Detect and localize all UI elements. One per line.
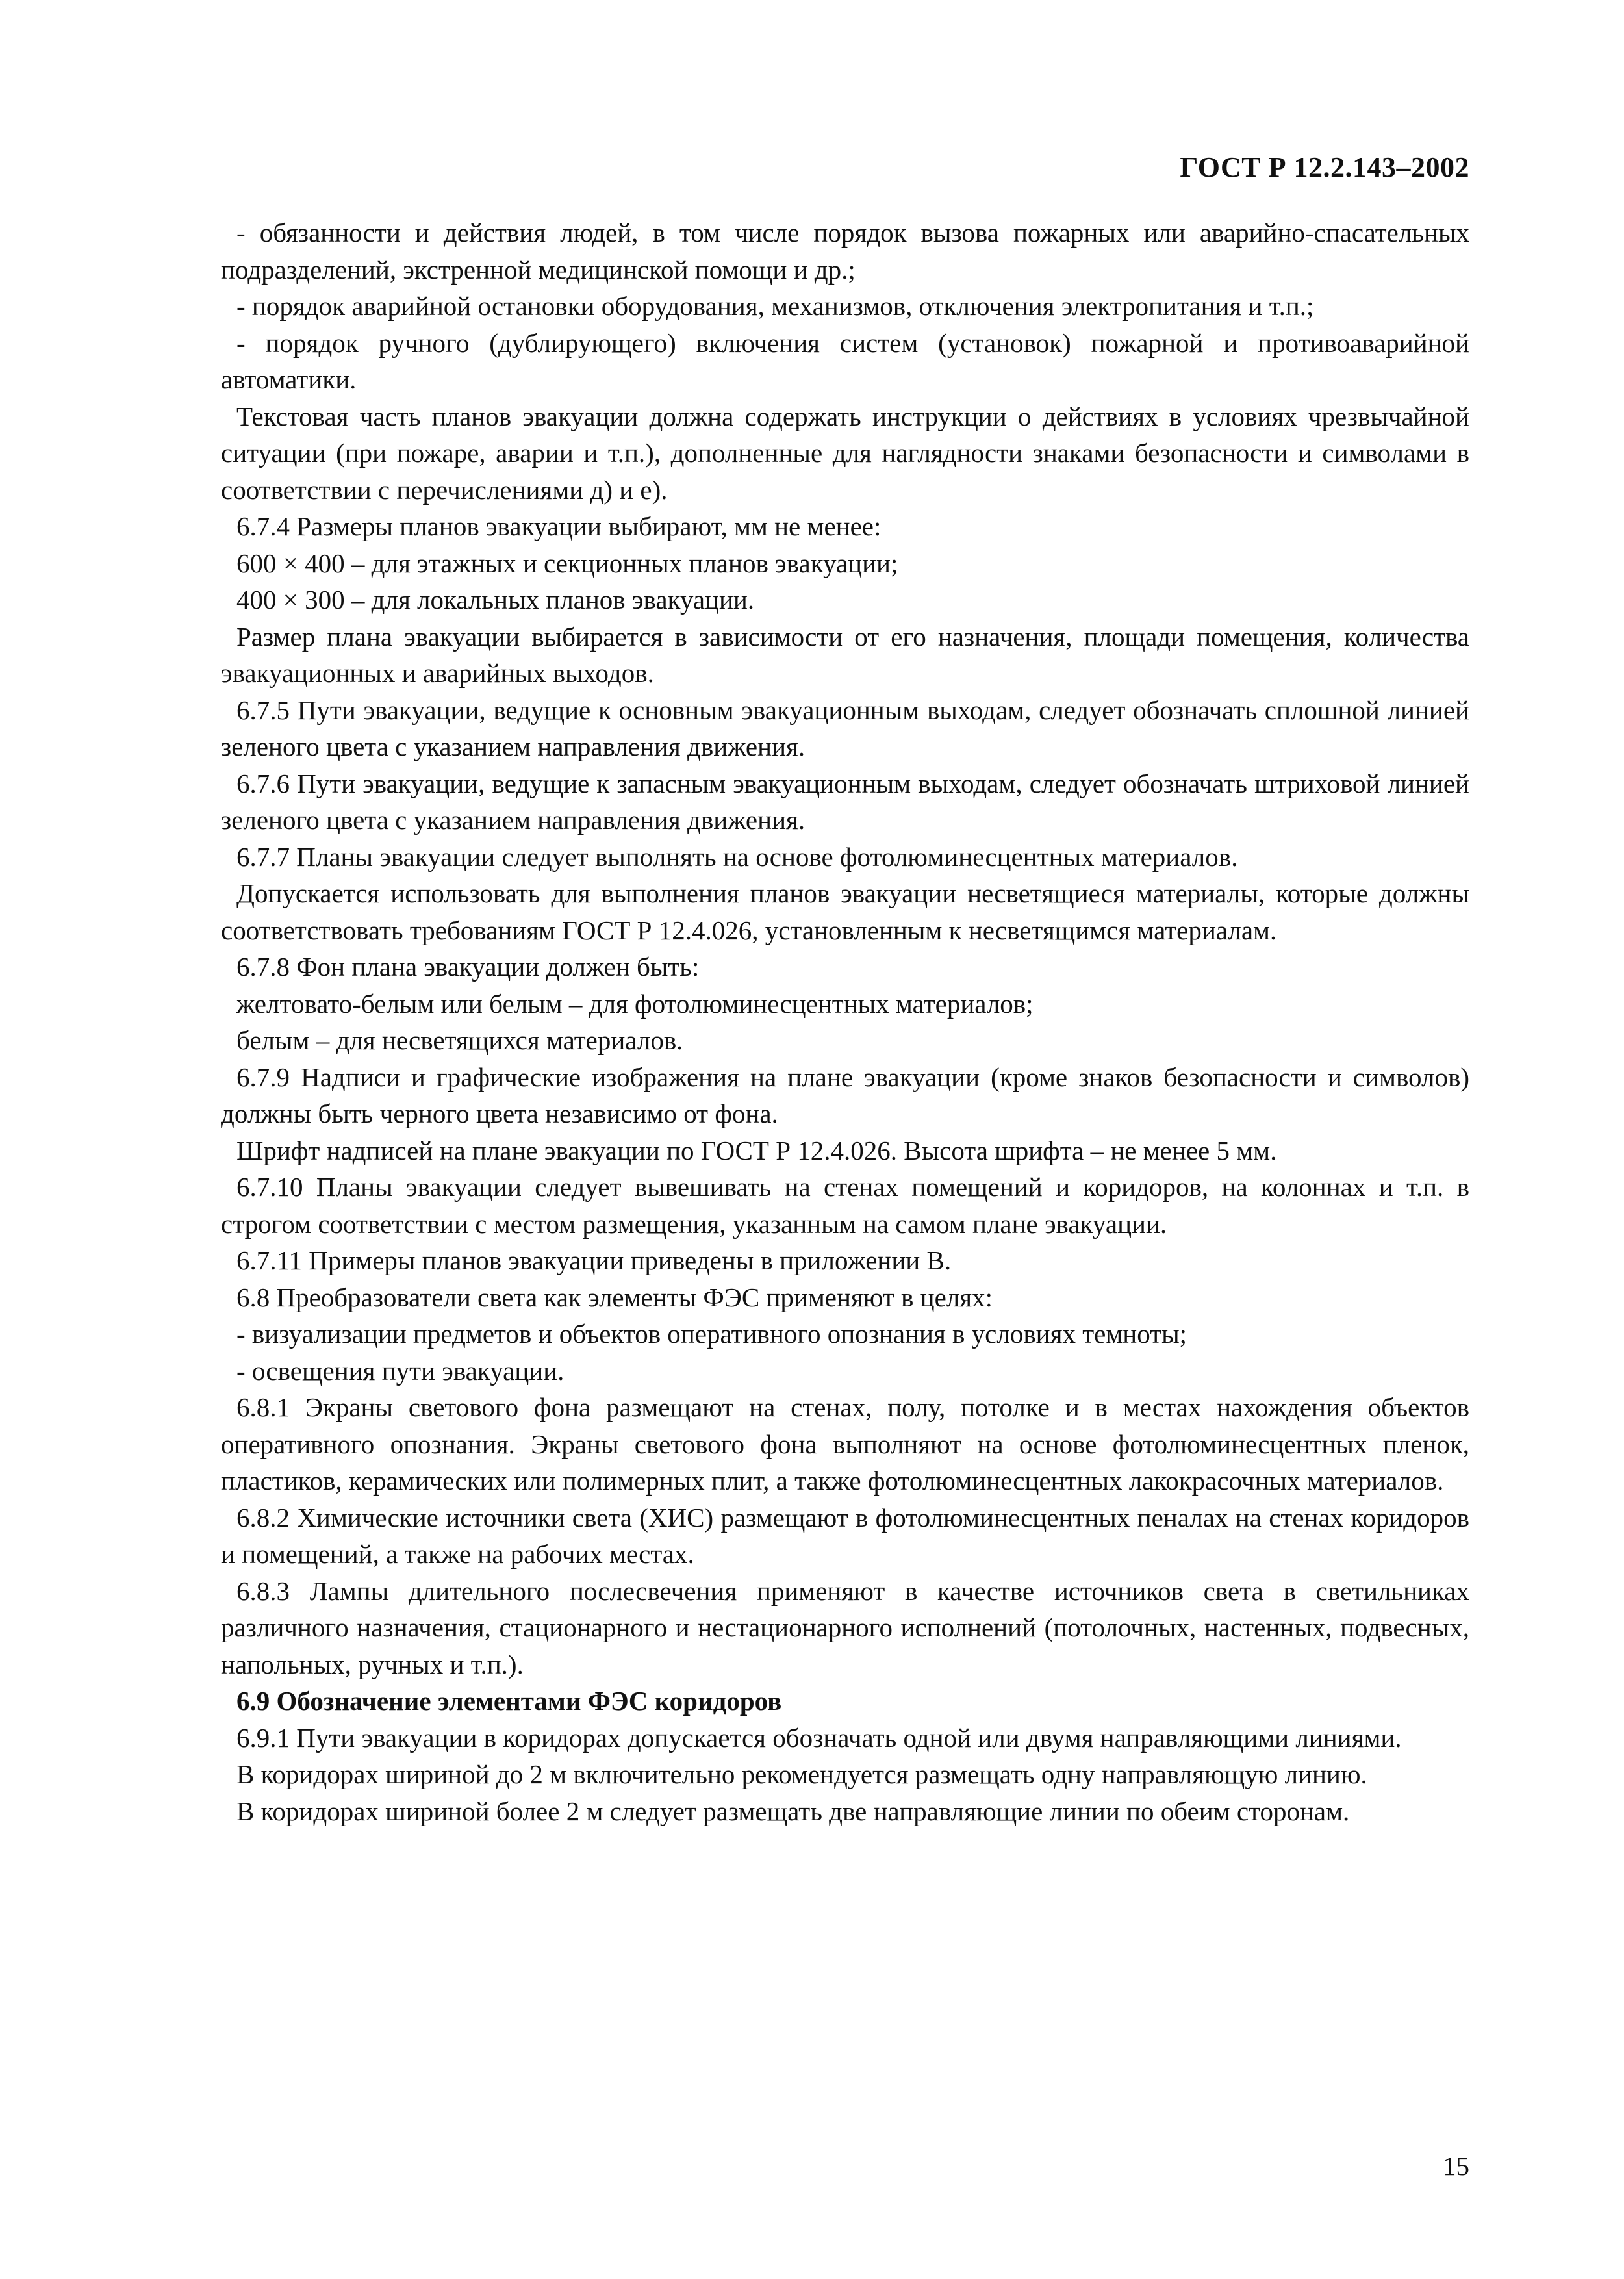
size-local-plans: 400 × 300 – для локальных планов эвакуации. [236,585,755,615]
list-item-lighting: - освещения пути эвакуации. [236,1355,565,1386]
background-nonluminous: белым – для несветящихся материалов. [236,1025,683,1055]
paragraph-6-7-11: 6.7.11 Примеры планов эвакуации приведены в приложении В. [236,1245,952,1275]
list-item-visualization: - визуализации предметов и объектов оперативного опознания в условиях темноты; [236,1319,1187,1349]
paragraph-6-7-9: 6.7.9 Надписи и графические изображения на плане эвакуации (кроме знаков безопасности и символов) должны быть черного цвета независимо от фона. [221,1062,1469,1128]
paragraph-text-part: Текстовая часть планов эвакуации должна содержать инструкции о действиях в условиях чрезвычайной ситуации (при пожаре, аварии и т.п.), дополненные для наглядности знаками безопасности и символами в соответствии с перечислениями д) и е). [221,401,1469,505]
list-item-duties: - обязанности и действия людей, в том числе порядок вызова пожарных или аварийно-спасательных подразделений, экстренной медицинской помощи и др.; [221,218,1469,285]
document-standard-number: ГОСТ Р 12.2.143–2002 [1180,151,1469,183]
section-heading-6-9: 6.9 Обозначение элементами ФЭС коридоров [236,1686,782,1716]
paragraph-6-7-6: 6.7.6 Пути эвакуации, ведущие к запасным эвакуационным выходам, следует обозначать штриховой линией зеленого цвета с указанием направления движения. [221,768,1469,835]
paragraph-plan-size: Размер плана эвакуации выбирается в зависимости от его назначения, площади помещения, количества эвакуационных и аварийных выходов. [221,621,1469,688]
paragraph-6-7-8: 6.7.8 Фон плана эвакуации должен быть: [236,952,700,982]
paragraph-wide-corridors: В коридорах шириной более 2 м следует размещать две направляющие линии по обеим сторонам. [236,1796,1350,1826]
paragraph-6-7-4: 6.7.4 Размеры планов эвакуации выбирают, мм не менее: [236,511,882,541]
paragraph-narrow-corridors: В коридорах шириной до 2 м включительно рекомендуется размещать одну направляющую линию. [236,1759,1367,1789]
paragraph-6-7-7: 6.7.7 Планы эвакуации следует выполнять на основе фотолюминесцентных материалов. [236,841,1238,872]
paragraph-6-8-3: 6.8.3 Лампы длительного послесвечения применяют в качестве источников света в светильниках различного назначения, стационарного и нестационарного исполнений (потолочных, настенных, подвесных, напольных, ручных и т.п.). [221,1575,1469,1679]
list-item-shutdown-procedure: - порядок аварийной остановки оборудования, механизмов, отключения электропитания и т.п.; [236,291,1314,321]
paragraph-6-8: 6.8 Преобразователи света как элементы ФЭС применяют в целях: [236,1282,993,1312]
paragraph-6-7-5: 6.7.5 Пути эвакуации, ведущие к основным эвакуационным выходам, следует обозначать сплошной линией зеленого цвета с указанием направления движения. [221,694,1469,761]
paragraph-6-8-2: 6.8.2 Химические источники света (ХИС) размещают в фотолюминесцентных пеналах на стенах коридоров и помещений, а также на рабочих местах. [221,1502,1469,1569]
document-body [221,214,1469,1829]
paragraph-6-8-1: 6.8.1 Экраны светового фона размещают на стенах, полу, потолке и в местах нахождения объектов оперативного опознания. Экраны светового фона выполняют на основе фотолюминесцентных пленок, пластиков, керамических или полимерных плит, а также фотолюминесцентных лакокрасочных материалов. [221,1392,1469,1496]
background-photoluminescent: желтовато-белым или белым – для фотолюминесцентных материалов; [236,988,1034,1019]
size-floor-plans: 600 × 400 – для этажных и секционных планов эвакуации; [236,548,898,578]
paragraph-6-7-10: 6.7.10 Планы эвакуации следует вывешивать на стенах помещений и коридоров, на колоннах и т.п. в строгом соответствии с местом размещения, указанным на самом плане эвакуации. [221,1172,1469,1239]
paragraph-font: Шрифт надписей на плане эвакуации по ГОСТ Р 12.4.026. Высота шрифта – не менее 5 мм. [236,1135,1277,1165]
list-item-manual-activation: - порядок ручного (дублирующего) включения систем (установок) пожарной и противоаварийной автоматики. [221,327,1469,394]
page-number: 15 [1443,2151,1469,2181]
paragraph-6-9-1: 6.9.1 Пути эвакуации в коридорах допускается обозначать одной или двумя направляющими линиями. [236,1722,1402,1753]
paragraph-nonluminous-materials: Допускается использовать для выполнения планов эвакуации несветящиеся материалы, которые должны соответствовать требованиям ГОСТ Р 12.4.026, установленным к несветящимся материалам. [221,878,1469,945]
